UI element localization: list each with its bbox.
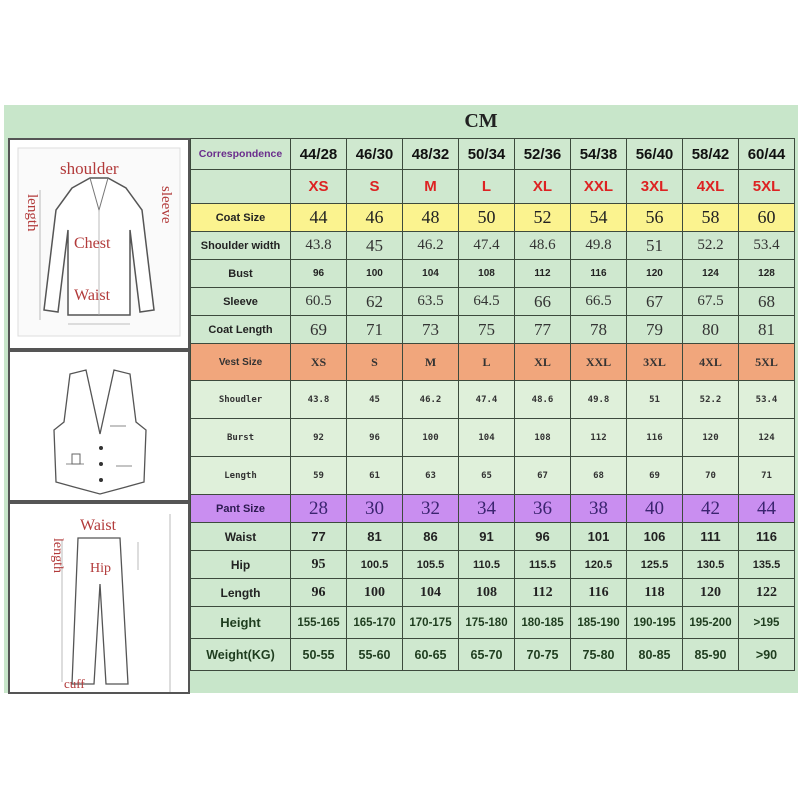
cell: 50-55 [291,639,347,671]
cell: 96 [515,523,571,551]
cell: 108 [515,419,571,457]
cell: 86 [403,523,459,551]
cell: XS [291,170,347,204]
cell: 53.4 [739,232,795,260]
row-label: Coat Size [191,204,291,232]
cell: 71 [347,316,403,344]
cell: 47.4 [459,232,515,260]
cell: 104 [403,579,459,607]
svg-text:length: length [24,194,40,232]
cell: 52 [515,204,571,232]
cell: 73 [403,316,459,344]
pant-length-row [191,579,795,607]
cell: 77 [291,523,347,551]
svg-text:Waist: Waist [80,517,117,534]
cell: 4XL [683,170,739,204]
svg-text:cuff: cuff [64,676,85,691]
cell: 50/34 [459,139,515,170]
row-label: Coat Length [191,316,291,344]
size-chart [4,105,798,693]
cell: 70 [683,457,739,495]
row-label: Pant Size [191,495,291,523]
cell: 100 [347,260,403,288]
cell: 116 [627,419,683,457]
cell: 69 [627,457,683,495]
svg-text:Chest: Chest [74,235,111,252]
cell: 122 [739,579,795,607]
cell: 44 [291,204,347,232]
cell: 45 [347,232,403,260]
cell: 195-200 [683,607,739,639]
cell: 110.5 [459,551,515,579]
cell: 53.4 [739,381,795,419]
cell: 48.6 [515,381,571,419]
row-label: Vest Size [191,344,291,381]
cell: 115.5 [515,551,571,579]
cell: 118 [627,579,683,607]
cell: 112 [571,419,627,457]
row-label: Burst [191,419,291,457]
cell: 30 [347,495,403,523]
cell: 116 [571,260,627,288]
row-label: Height [191,607,291,639]
svg-text:Waist: Waist [74,287,111,304]
cell: 190-195 [627,607,683,639]
cell: 46.2 [403,232,459,260]
cell: 67 [627,288,683,316]
cell: 108 [459,579,515,607]
row-label: Sleeve [191,288,291,316]
cell: 66.5 [571,288,627,316]
coat-size-row [191,204,795,232]
vest-diagram [8,350,190,502]
cell: 111 [683,523,739,551]
cell: 3XL [627,344,683,381]
cell: 116 [571,579,627,607]
pant-waist-row [191,523,795,551]
cell: 106 [627,523,683,551]
weight-row [191,639,795,671]
cell: 55-60 [347,639,403,671]
cell: 5XL [739,170,795,204]
svg-text:shoulder: shoulder [60,159,119,178]
cell: 124 [739,419,795,457]
cell: 60/44 [739,139,795,170]
cell: >195 [739,607,795,639]
cell: 91 [459,523,515,551]
cell: 47.4 [459,381,515,419]
cell: 4XL [683,344,739,381]
row-label: Length [191,457,291,495]
pant-hip-row [191,551,795,579]
cell: 101 [571,523,627,551]
cell: >90 [739,639,795,671]
cell: 56 [627,204,683,232]
cell: L [459,170,515,204]
cell: 180-185 [515,607,571,639]
cell: 78 [571,316,627,344]
cell: 105.5 [403,551,459,579]
cell: 120 [627,260,683,288]
cell: 60-65 [403,639,459,671]
cell: 49.8 [571,232,627,260]
cell: 50 [459,204,515,232]
cell: 54 [571,204,627,232]
cell: 81 [347,523,403,551]
cell: XL [515,344,571,381]
cell: S [347,344,403,381]
cell: 40 [627,495,683,523]
coat-sleeve-row [191,288,795,316]
cell: 43.8 [291,381,347,419]
vest-size-row [191,344,795,381]
cell: 69 [291,316,347,344]
cell: M [403,170,459,204]
cell: M [403,344,459,381]
cell: 34 [459,495,515,523]
vest-length-row [191,457,795,495]
height-row [191,607,795,639]
vest-burst-row [191,419,795,457]
cell: XXL [571,344,627,381]
cell: 96 [347,419,403,457]
row-label-empty [191,170,291,204]
cell: 100 [403,419,459,457]
cell: 62 [347,288,403,316]
row-label: Shoudler [191,381,291,419]
cell: XS [291,344,347,381]
row-label: Waist [191,523,291,551]
coat-length-row [191,316,795,344]
cell: 32 [403,495,459,523]
cell: 60.5 [291,288,347,316]
cell: 120 [683,579,739,607]
svg-text:Hip: Hip [90,561,111,576]
cell: 54/38 [571,139,627,170]
cell: 3XL [627,170,683,204]
cell: 75-80 [571,639,627,671]
cell: 45 [347,381,403,419]
cell: 66 [515,288,571,316]
cell: 58 [683,204,739,232]
coat-bust-row [191,260,795,288]
row-label: Shoulder width [191,232,291,260]
cell: 65 [459,457,515,495]
cell: 38 [571,495,627,523]
cell: 79 [627,316,683,344]
coat-diagram [8,138,190,350]
cell: XXL [571,170,627,204]
cell: 96 [291,260,347,288]
alpha-size-row [191,170,795,204]
row-label: Length [191,579,291,607]
cell: 108 [459,260,515,288]
correspondence-row [191,139,795,170]
cell: 116 [739,523,795,551]
cell: 104 [459,419,515,457]
cell: 112 [515,260,571,288]
cell: 46/30 [347,139,403,170]
cell: 92 [291,419,347,457]
cell: 130.5 [683,551,739,579]
cell: 43.8 [291,232,347,260]
cell: 52.2 [683,232,739,260]
row-label: Hip [191,551,291,579]
cell: 124 [683,260,739,288]
cell: 85-90 [683,639,739,671]
row-label: Correspondence [191,139,291,170]
cell: 48/32 [403,139,459,170]
cell: 46 [347,204,403,232]
cell: 28 [291,495,347,523]
cell: 65-70 [459,639,515,671]
cell: 185-190 [571,607,627,639]
row-label: Bust [191,260,291,288]
cell: 44/28 [291,139,347,170]
coat-sketch-icon [10,140,188,348]
cell: 51 [627,232,683,260]
cell: 68 [739,288,795,316]
cell: 80-85 [627,639,683,671]
cell: 165-170 [347,607,403,639]
cell: 112 [515,579,571,607]
cell: 104 [403,260,459,288]
cell: 56/40 [627,139,683,170]
cell: 120.5 [571,551,627,579]
cell: 67 [515,457,571,495]
cell: 125.5 [627,551,683,579]
cell: 63.5 [403,288,459,316]
cell: 70-75 [515,639,571,671]
cell: 75 [459,316,515,344]
pant-size-row [191,495,795,523]
cell: 44 [739,495,795,523]
size-table [190,138,795,671]
cell: S [347,170,403,204]
cell: XL [515,170,571,204]
unit-header: CM [4,105,798,138]
cell: 80 [683,316,739,344]
cell: 64.5 [459,288,515,316]
cell: 71 [739,457,795,495]
cell: 42 [683,495,739,523]
cell: 77 [515,316,571,344]
cell: 59 [291,457,347,495]
cell: 100.5 [347,551,403,579]
cell: 175-180 [459,607,515,639]
row-label: Weight(KG) [191,639,291,671]
cell: 52/36 [515,139,571,170]
cell: 60 [739,204,795,232]
cell: 46.2 [403,381,459,419]
cell: 96 [291,579,347,607]
cell: L [459,344,515,381]
svg-text:length: length [50,538,65,573]
cell: 48.6 [515,232,571,260]
coat-shoulder-row [191,232,795,260]
cell: 68 [571,457,627,495]
cell: 95 [291,551,347,579]
cell: 120 [683,419,739,457]
cell: 36 [515,495,571,523]
cell: 67.5 [683,288,739,316]
cell: 48 [403,204,459,232]
cell: 5XL [739,344,795,381]
pant-sketch-icon [10,504,188,692]
vest-sketch-icon [10,352,188,500]
cell: 58/42 [683,139,739,170]
cell: 100 [347,579,403,607]
cell: 128 [739,260,795,288]
cell: 170-175 [403,607,459,639]
cell: 51 [627,381,683,419]
cell: 63 [403,457,459,495]
cell: 61 [347,457,403,495]
pant-diagram [8,502,190,694]
vest-shoulder-row [191,381,795,419]
cell: 135.5 [739,551,795,579]
cell: 81 [739,316,795,344]
cell: 52.2 [683,381,739,419]
svg-text:sleeve: sleeve [158,186,174,224]
cell: 155-165 [291,607,347,639]
cell: 49.8 [571,381,627,419]
